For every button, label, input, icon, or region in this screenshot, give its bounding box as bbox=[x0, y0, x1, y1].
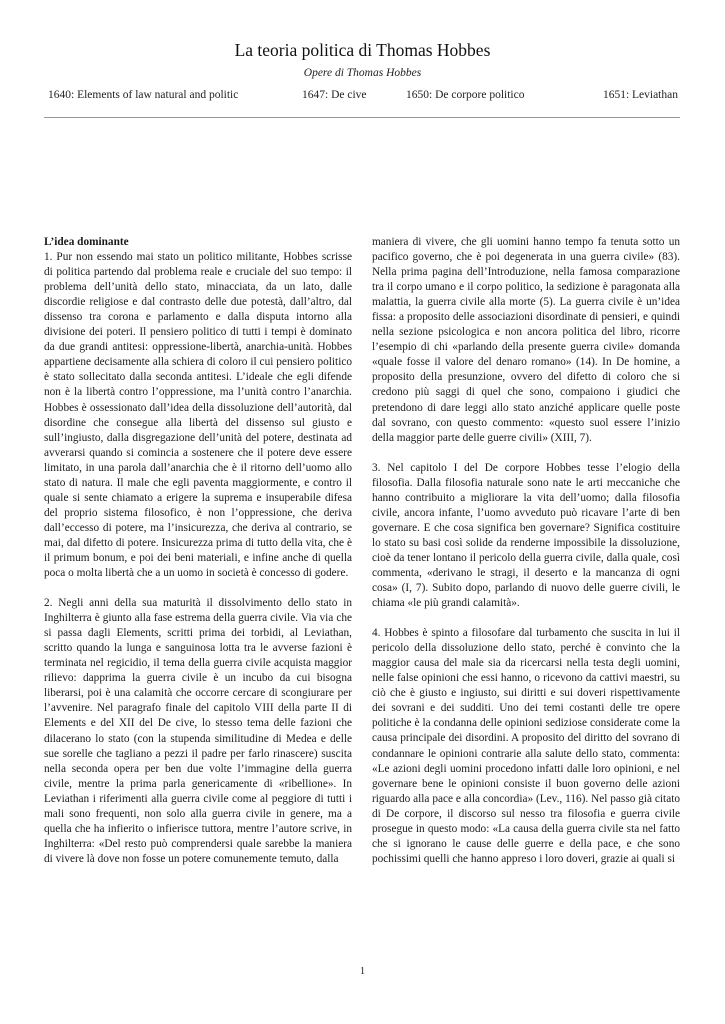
section-heading: L’idea dominante bbox=[44, 236, 129, 248]
works-subtitle: Opere di Thomas Hobbes bbox=[303, 67, 422, 79]
page-title: La teoria politica di Thomas Hobbes bbox=[234, 40, 491, 60]
text-column-right bbox=[372, 235, 680, 882]
work-item: 1650: De corpore politico bbox=[406, 89, 525, 101]
paragraph-2 bbox=[44, 596, 352, 867]
paragraph-1: 1. Pur non essendo mai stato un politico militante, Hobbes scrisse di politica partendo dal problema reale e cruciale del suo tempo: il problema dell’unità dello stato, minacciata, da un lato, dalle discordie religiose e dal contrasto delle due potestà, dall’altro, dal dissenso tra corona e parlamento e dalla disputa intorno alla divisione dei poteri. Il pensiero politico di tutti i tempi è dominato da due grandi antitesi: oppressione-libertà, anarchia-unità. Hobbes appartiene decisamente alla schiera di coloro il cui pensiero politico è stato sollecitato dalla seconda antitesi. L’ideale che egli difende non è la libertà contro l’oppressione, ma l’unità contro l’anarchia. Hobbes è ossessionato dall’idea della dissoluzione dell’autorità, dal disordine che consegue alla libertà del dissenso sul giusto e sull’ingiusto, dalla disgregazione dell’unità del potere, destinata ad avverarsi quando si comincia a sostenere che il potere deve essere limitato, in una parola dall’anarchia che è il ritorno dell’uomo allo stato di natura. Il male che egli paventa maggiormente, e contro il quale si sente chiamato a erigere la suprema e insuperabile difesa del proprio sistema filosofico, è non l’oppressione, che deriva dall’eccesso di potere, ma l’insicurezza, che deriva al contrario, se mai, dal difetto di potere. Insicurezza prima di tutto della vita, che è il primum bonum, e poi dei beni materiali, e infine anche di quella poca o molta libertà che a un uomo in società è concesso di godere. bbox=[44, 251, 352, 580]
text-column-left bbox=[44, 235, 352, 882]
header-divider bbox=[44, 117, 680, 118]
works-list bbox=[48, 89, 678, 105]
page-number: 1 bbox=[359, 966, 366, 977]
work-item: 1651: Leviathan bbox=[602, 89, 678, 101]
paragraph-2-continued-text: maniera di vivere, che gli uomini hanno tempo fa tenuta sotto un pacifico governo, che è poi degenerata in una guerra civile» (83). Nella prima pagina dell’Introduzione, nella famosa comparazione tra il corpo umano e il corpo politico, la sedizione è paragonata alla malattia, la guerra civile alla morte (5). La guerra civile è un’idea fissa: a proposito delle associazioni disordinate di pensieri, e quindi nella sezione psicologica e non ancora politica del libro, ricorre l’esempio di chi «parlando della presente guerra civile» domanda «quale fosse il valore del denaro romano» (14). In De homine, a proposito della presunzione, ovvero del difetto di coloro che si credono più saggi di quel che sono, compaiono i giudici che pretendono di dare leggi allo stato anziché applicare quelle poste dal sovrano, con questo commento: «questo suol essere l’inizio della maggior parte delle guerre civili» (XIII, 7). bbox=[372, 236, 680, 444]
paragraph-3: 3. Nel capitolo I del De corpore Hobbes tesse l’elogio della filosofia. Dalla filosofia naturale sono nate le arti meccaniche che hanno contribuito a migliorare la vita dell’uomo; dalla filosofia civile, ancora infante, l’uomo avveduto può ricavare l’arte di ben governare. E che cosa significa ben governare? Significa costituire lo stato su basi così solide da renderne impossibile la dissoluzione, cioè da tener lontano il pericolo della guerra civile, dalla quale, così commenta, «derivano le stragi, il deserto e la mancanza di ogni cosa» (I, 7). Subito dopo, parlando di nuovo delle guerre civili, le chiama «le più grandi calamità». bbox=[372, 461, 680, 610]
work-item: 1647: De cive bbox=[302, 89, 367, 101]
paragraph-4: 4. Hobbes è spinto a filosofare dal turbamento che suscita in lui il pericolo della dissoluzione dello stato, perché è convinto che la maggior causa del male sia da ricercarsi nella testa degli uomini, nelle false opinioni che essi hanno, o ricevono da cattivi maestri, su ciò che è giusto e ingiusto, sui diritti e sui doveri rispettivamente dei sovrani e dei sudditi. Uno dei temi costanti delle tre opere politiche è la condanna delle opinioni sediziose considerate come la causa principale dei disordini. A proposito del diritto del sovrano di condannare le opinioni contrarie alla salute dello stato, commenta: «Le azioni degli uomini procedono infatti dalle loro opinioni, e nel governare bene le opinioni consiste il buon governo delle azioni riguardo alla pace e alla concordia» (Lev., 116). Nel passo già citato di De corpore, il discorso sul nesso tra filosofia e guerra civile prosegue in questo modo: «La causa della guerra civile sta nel fatto che si ignorano le cause delle guerre e della pace, e che sono pochissimi quelli che hanno appreso i loro doveri, grazie ai quali si bbox=[372, 627, 680, 865]
paragraph-2-continued bbox=[372, 235, 680, 446]
work-item: 1640: Elements of law natural and politic bbox=[48, 89, 239, 101]
paragraph-2-text: 2. Negli anni della sua maturità il dissolvimento dello stato in Inghilterra è giunto alla fase estrema della guerra civile. Via via che si passa dagli Elements, scritti prima dei torbidi, al Leviathan, scritto quando la lunga e sanguinosa lotta tra le avverse fazioni è terminata nel regicidio, il tema della guerra civile acquista maggior rilievo: dapprima la guerra civile è un incubo da cui bisogna liberarsi, poi è una calamità che occorre cercare di scongiurare per l’avvenire. Nel paragrafo finale del capitolo VIII della parte II di Elements e del XII del De cive, lo stesso tema delle fazioni che dilacerano lo stato (con la stupenda similitudine di Medea e delle sue sorelle che tagliano a pezzi il padre per farlo rinascere) suscita nella seconda opera per ben due volte l’immagine della guerra civile, mentre la prima parla genericamente di «ribellione». In Leviathan i riferimenti alla guerra civile come al peggiore di tutti i mali sono frequenti, non solo alla guerra civile in genere, ma a quella che ha infierito o infierisce tuttora, mentre l’autore scrive, in Inghilterra: «Del resto può comprendersi quale sarebbe la maniera di vivere là dove non fosse un potere comunemente temuto, dalla bbox=[44, 597, 352, 865]
